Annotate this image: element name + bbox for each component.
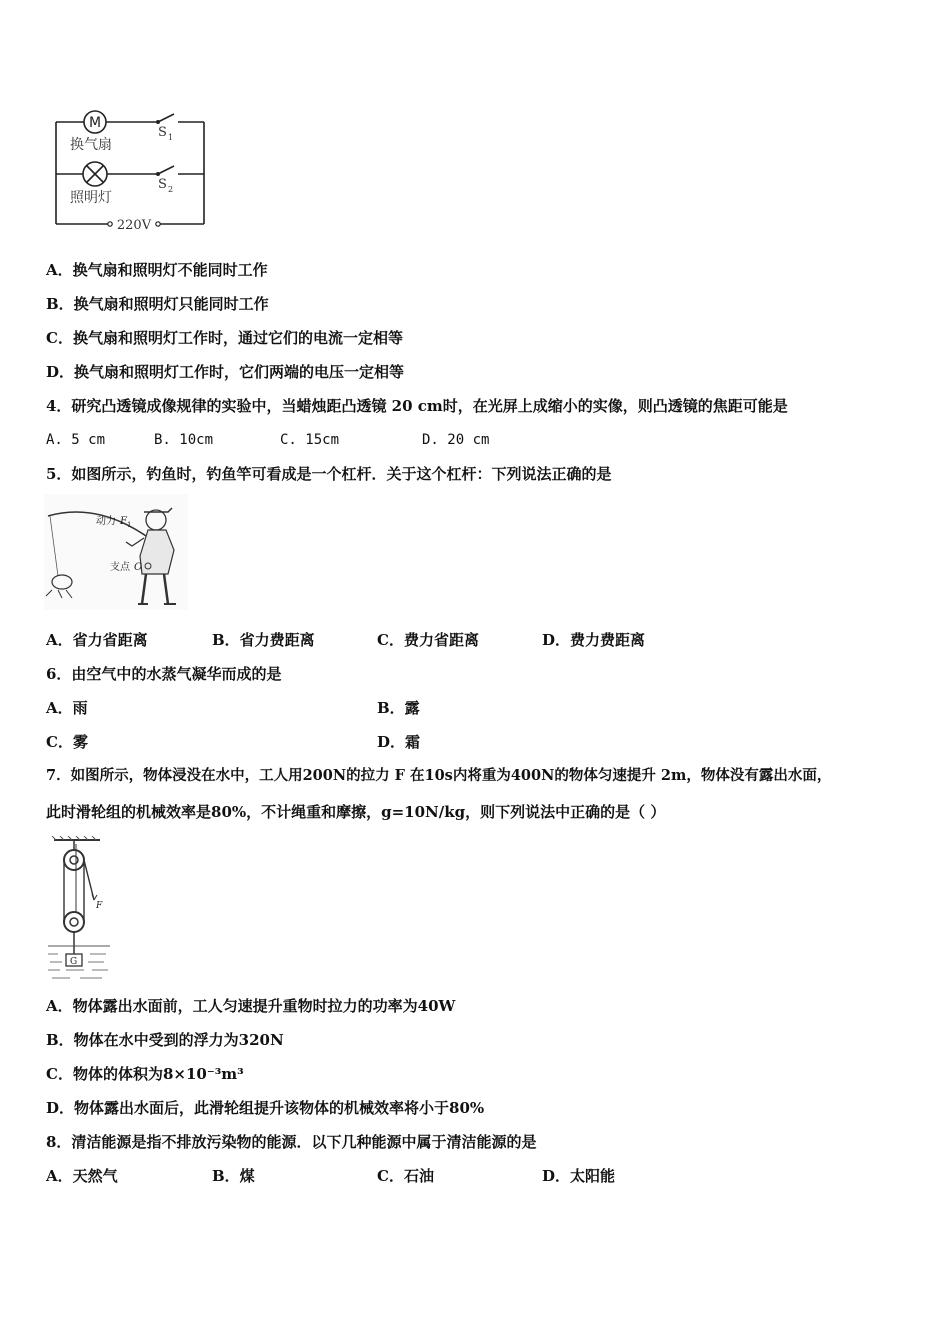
switch1-label: S [158, 125, 167, 140]
switch2-label: S [158, 177, 167, 192]
switch1-sub: 1 [168, 133, 174, 142]
switch1-node [156, 120, 160, 124]
fishing-pivot-label: 支点 [110, 562, 130, 573]
q6-option-a: A．雨 [46, 699, 88, 717]
q7-option-b: B．物体在水中受到的浮力为320N [46, 1031, 284, 1049]
q7-stem-line1: 7．如图所示，物体浸没在水中，工人用200N的拉力 F 在10s内将重为400N的物体匀速提升 2m，物体没有露出水面， [46, 767, 832, 784]
q8-option-d: D．太阳能 [542, 1167, 616, 1185]
pulley-weight-label: G [70, 957, 78, 967]
circuit-diagram [48, 104, 218, 236]
q6-stem: 6．由空气中的水蒸气凝华而成的是 [46, 665, 282, 683]
q4-option-a: A. 5 cm [46, 432, 106, 448]
switch2-sub: 2 [168, 185, 174, 194]
lamp-label: 照明灯 [70, 190, 112, 206]
q5-option-c: C．费力省距离 [377, 631, 479, 649]
pulley-figure [46, 836, 112, 982]
fan-label: 换气扇 [70, 137, 112, 153]
q7-stem-line2: 此时滑轮组的机械效率是80%，不计绳重和摩擦，g=10N/kg，则下列说法中正确的是（ ） [46, 803, 666, 821]
q7-option-d: D．物体露出水面后，此滑轮组提升该物体的机械效率将小于80% [46, 1099, 485, 1117]
pulley-force-label: F [96, 901, 103, 911]
fishing-force-symbol: F [120, 516, 127, 527]
switch2-node [156, 172, 160, 176]
q8-option-a: A．天然气 [46, 1167, 118, 1185]
q7-option-a: A．物体露出水面前，工人匀速提升重物时拉力的功率为40W [46, 997, 456, 1015]
q3-option-b: B．换气扇和照明灯只能同时工作 [46, 295, 269, 313]
q4-option-c: C. 15cm [280, 432, 340, 448]
voltage-label: 220V [116, 218, 152, 233]
fishing-figure [44, 494, 188, 610]
q6-option-b: B．露 [377, 699, 420, 717]
q3-option-c: C．换气扇和照明灯工作时，通过它们的电流一定相等 [46, 329, 403, 347]
q5-option-a: A．省力省距离 [46, 631, 148, 649]
q8-stem: 8．清洁能源是指不排放污染物的能源．以下几种能源中属于清洁能源的是 [46, 1133, 537, 1151]
q3-option-d: D．换气扇和照明灯工作时，它们两端的电压一定相等 [46, 363, 405, 381]
q8-option-b: B．煤 [212, 1167, 255, 1185]
q3-option-a: A．换气扇和照明灯不能同时工作 [46, 261, 268, 279]
q5-stem: 5．如图所示，钓鱼时，钓鱼竿可看成是一个杠杆．关于这个杠杆：下列说法正确的是 [46, 465, 612, 483]
q4-option-b: B. 10cm [154, 432, 214, 448]
fishing-force-sub: 1 [127, 521, 132, 529]
q8-option-c: C．石油 [377, 1167, 434, 1185]
q7-option-c: C．物体的体积为8×10⁻³m³ [46, 1065, 244, 1083]
q4-option-d: D. 20 cm [422, 432, 490, 448]
fishing-force-label: 动力 [96, 516, 116, 527]
q4-stem: 4．研究凸透镜成像规律的实验中，当蜡烛距凸透镜 20 cm时，在光屏上成缩小的实像，则凸透镜的焦距可能是 [46, 397, 788, 415]
q5-option-b: B．省力费距离 [212, 631, 315, 649]
q6-option-c: C．雾 [46, 733, 88, 751]
q6-option-d: D．霜 [377, 733, 421, 751]
motor-symbol: M [88, 115, 102, 131]
fishing-pivot-symbol: O [134, 562, 143, 573]
q5-option-d: D．费力费距离 [542, 631, 646, 649]
